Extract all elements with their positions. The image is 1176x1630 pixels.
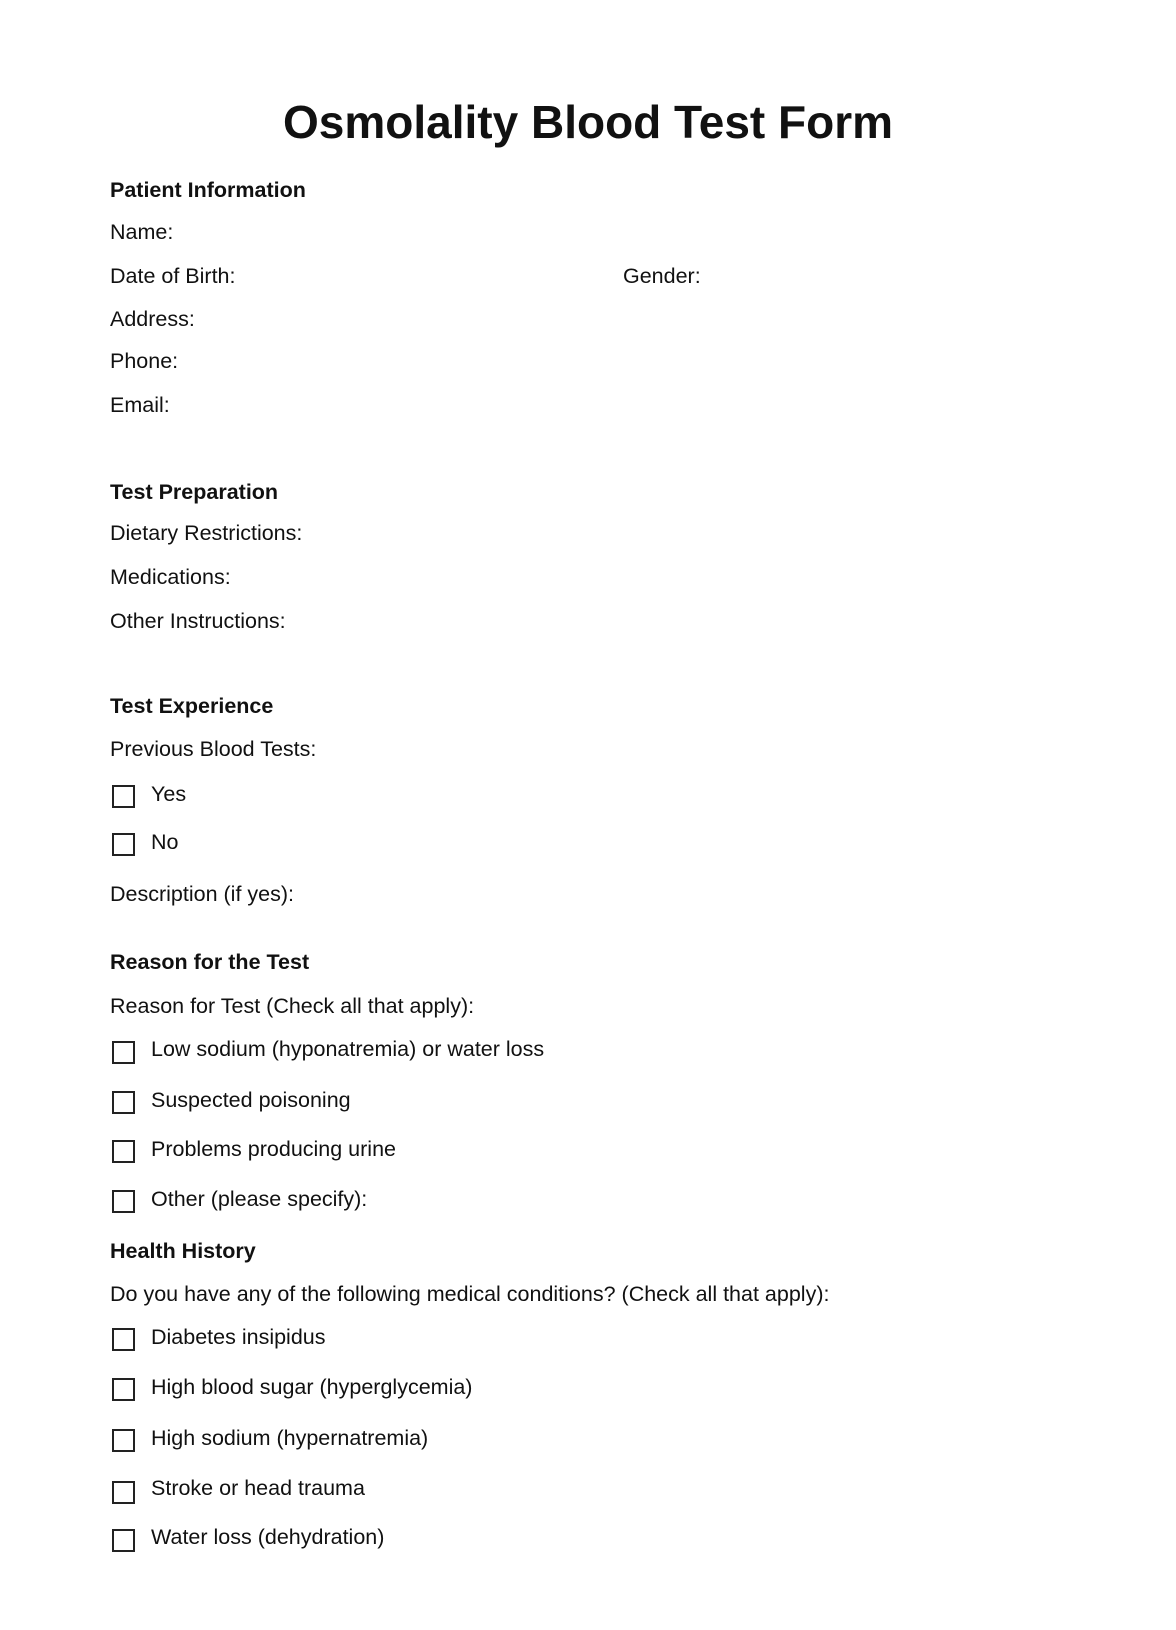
reason-option-label: Other (please specify): (151, 1187, 368, 1211)
reason-checkbox-low-sodium[interactable] (112, 1041, 135, 1064)
dietary-restrictions-label: Dietary Restrictions: (110, 521, 303, 545)
reason-option-label: Low sodium (hyponatremia) or water loss (151, 1037, 545, 1061)
condition-option-label: Diabetes insipidus (151, 1325, 326, 1349)
section-heading-test-experience: Test Experience (110, 694, 274, 718)
no-option-label: No (151, 830, 179, 854)
medications-label: Medications: (110, 565, 231, 589)
description-label: Description (if yes): (110, 882, 294, 906)
address-label: Address: (110, 307, 195, 331)
name-label: Name: (110, 220, 174, 244)
no-checkbox[interactable] (112, 833, 135, 856)
section-heading-test-preparation: Test Preparation (110, 480, 279, 504)
reason-checkbox-other[interactable] (112, 1190, 135, 1213)
condition-option-label: High blood sugar (hyperglycemia) (151, 1375, 473, 1399)
reason-checkbox-urine[interactable] (112, 1140, 135, 1163)
other-instructions-label: Other Instructions: (110, 609, 286, 633)
reason-prompt: Reason for Test (Check all that apply): (110, 994, 475, 1018)
yes-checkbox[interactable] (112, 785, 135, 808)
yes-option-label: Yes (151, 782, 187, 806)
previous-blood-tests-label: Previous Blood Tests: (110, 737, 317, 761)
section-heading-health-history: Health History (110, 1239, 256, 1263)
condition-option-label: Stroke or head trauma (151, 1476, 365, 1500)
reason-option-label: Suspected poisoning (151, 1088, 351, 1112)
section-heading-reason: Reason for the Test (110, 950, 310, 974)
health-history-prompt: Do you have any of the following medical conditions? (Check all that apply): (110, 1282, 830, 1306)
gender-label: Gender: (623, 264, 701, 288)
condition-checkbox-hyperglycemia[interactable] (112, 1378, 135, 1401)
condition-checkbox-diabetes-insipidus[interactable] (112, 1328, 135, 1351)
condition-checkbox-dehydration[interactable] (112, 1529, 135, 1552)
condition-checkbox-hypernatremia[interactable] (112, 1429, 135, 1452)
dob-label: Date of Birth: (110, 264, 236, 288)
condition-option-label: Water loss (dehydration) (151, 1525, 385, 1549)
reason-checkbox-poisoning[interactable] (112, 1091, 135, 1114)
form-title: Osmolality Blood Test Form (283, 96, 893, 148)
condition-checkbox-stroke[interactable] (112, 1481, 135, 1504)
condition-option-label: High sodium (hypernatremia) (151, 1426, 429, 1450)
section-heading-patient-information: Patient Information (110, 178, 306, 202)
phone-label: Phone: (110, 349, 179, 373)
email-label: Email: (110, 393, 170, 417)
reason-option-label: Problems producing urine (151, 1137, 396, 1161)
